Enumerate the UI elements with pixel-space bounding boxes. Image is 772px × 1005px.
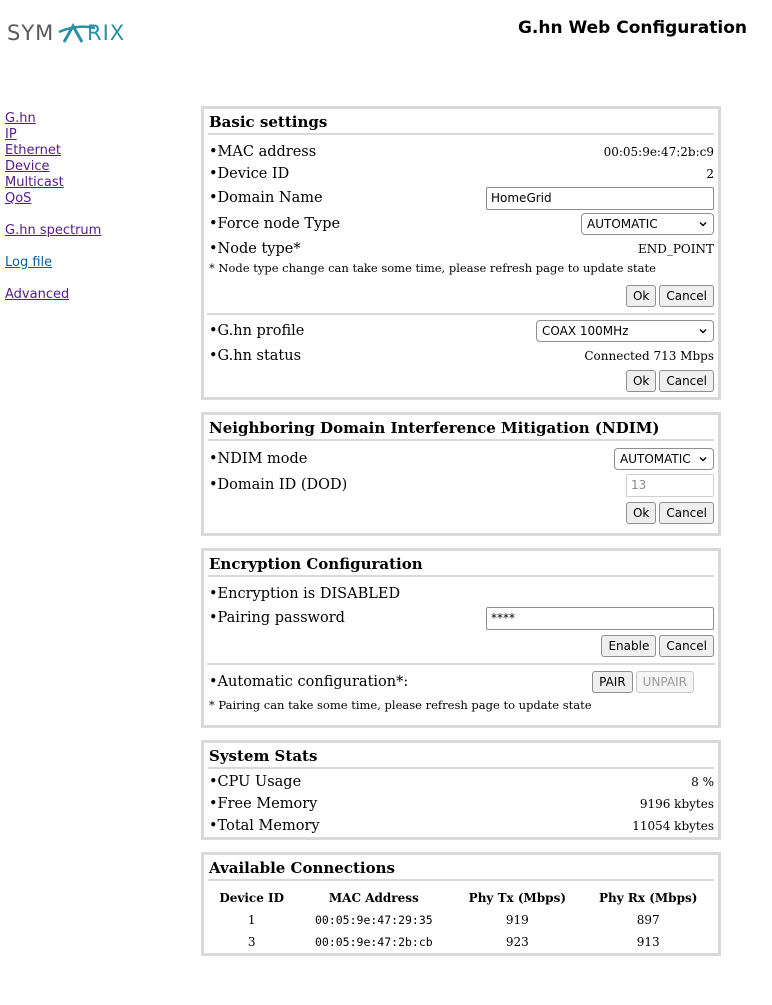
- encryption-status: •Encryption is DISABLED: [209, 586, 401, 602]
- table-row: [208, 931, 714, 953]
- cell-rx: 913: [636, 935, 660, 949]
- dod-label: •Domain ID (DOD): [209, 477, 348, 493]
- ndim-title: Neighboring Domain Interference Mitigation (NDIM): [208, 415, 714, 441]
- force-node-row: [208, 211, 714, 237]
- ndim-mode-row: [208, 446, 714, 472]
- nav-ghn-spectrum[interactable]: G.hn spectrum: [5, 223, 102, 238]
- ndim-buttons: [208, 502, 714, 526]
- svg-text:RIX: RIX: [87, 21, 126, 45]
- connections-title: Available Connections: [208, 855, 714, 881]
- device-id-row: [208, 163, 714, 185]
- pairing-password-input[interactable]: ****: [486, 607, 714, 630]
- mac-row: [208, 141, 714, 163]
- encryption-cancel-button[interactable]: Cancel: [659, 635, 714, 657]
- ndim-ok-button[interactable]: Ok: [626, 502, 656, 524]
- node-type-note: * Node type change can take some time, please refresh page to update state: [209, 261, 656, 275]
- page-title: G.hn Web Configuration: [517, 18, 747, 38]
- profile-buttons: [208, 370, 714, 394]
- force-node-value: AUTOMATIC: [587, 217, 658, 231]
- connections-panel: [201, 852, 721, 956]
- encryption-panel: [201, 548, 721, 728]
- domain-name-row: [208, 185, 714, 211]
- total-memory-row: [208, 815, 714, 837]
- chevron-down-icon: [698, 326, 708, 336]
- system-stats-panel: [201, 740, 721, 840]
- cell-device-id: 1: [247, 913, 256, 927]
- nav-ethernet[interactable]: Ethernet: [5, 143, 61, 158]
- nav-log-file[interactable]: Log file: [5, 255, 53, 270]
- auto-config-label: •Automatic configuration*:: [209, 674, 409, 690]
- pair-button[interactable]: PAIR: [592, 671, 633, 693]
- node-type-label: •Node type*: [209, 241, 301, 257]
- total-memory-value: 11054 kbytes: [632, 819, 714, 833]
- svg-text:SYM: SYM: [7, 21, 55, 45]
- cell-mac: 00:05:9e:47:2b:cb: [314, 935, 433, 949]
- profile-ok-button[interactable]: Ok: [626, 370, 656, 392]
- cell-tx: 923: [505, 935, 529, 949]
- dod-input[interactable]: 13: [626, 474, 714, 497]
- ndim-mode-label: •NDIM mode: [209, 451, 308, 467]
- cpu-value: 8 %: [691, 775, 714, 789]
- symarix-logo: [7, 18, 142, 48]
- status-row: [208, 345, 714, 367]
- mac-label: •MAC address: [209, 144, 317, 160]
- col-device-id: Device ID: [219, 891, 285, 905]
- status-value: Connected 713 Mbps: [584, 349, 714, 363]
- basic-settings-title: Basic settings: [208, 109, 714, 135]
- col-phy-tx: Phy Tx (Mbps): [468, 891, 567, 905]
- enable-button[interactable]: Enable: [601, 635, 656, 657]
- force-node-select[interactable]: [581, 213, 714, 235]
- chevron-down-icon: [698, 454, 708, 464]
- table-row: [208, 909, 714, 931]
- encryption-title: Encryption Configuration: [208, 551, 714, 577]
- domain-name-input[interactable]: HomeGrid: [486, 187, 714, 210]
- auto-config-row: [208, 666, 714, 698]
- free-memory-label: •Free Memory: [209, 796, 318, 812]
- node-ok-button[interactable]: Ok: [626, 285, 656, 307]
- nav-advanced[interactable]: Advanced: [5, 287, 70, 302]
- cell-mac: 00:05:9e:47:29:35: [314, 913, 433, 927]
- profile-label: •G.hn profile: [209, 323, 305, 339]
- free-memory-value: 9196 kbytes: [639, 797, 714, 811]
- ndim-mode-select[interactable]: [614, 448, 714, 470]
- cpu-row: [208, 771, 714, 793]
- total-memory-label: •Total Memory: [209, 818, 320, 834]
- nav-multicast[interactable]: Multicast: [5, 175, 64, 190]
- mac-value: 00:05:9e:47:2b:c9: [603, 145, 714, 159]
- pairing-label: •Pairing password: [209, 610, 345, 626]
- cpu-label: •CPU Usage: [209, 774, 302, 790]
- pairing-row: [208, 605, 714, 631]
- pairing-note: * Pairing can take some time, please refresh page to update state: [209, 698, 592, 712]
- nav-qos[interactable]: QoS: [5, 191, 32, 206]
- connections-table: [208, 887, 714, 953]
- status-label: •G.hn status: [209, 348, 302, 364]
- ndim-mode-value: AUTOMATIC: [620, 452, 691, 466]
- node-type-value: END_POINT: [637, 242, 714, 256]
- system-stats-title: System Stats: [208, 743, 714, 769]
- col-mac-address: MAC Address: [328, 891, 419, 905]
- col-phy-rx: Phy Rx (Mbps): [599, 891, 698, 905]
- side-nav: [5, 111, 101, 303]
- domain-name-label: •Domain Name: [209, 190, 323, 206]
- ndim-panel: [201, 412, 721, 536]
- node-type-row: [208, 237, 714, 261]
- nav-ghn[interactable]: G.hn: [5, 111, 36, 126]
- profile-select[interactable]: [536, 320, 714, 342]
- cell-tx: 919: [505, 913, 529, 927]
- nav-ip[interactable]: IP: [5, 127, 17, 142]
- basic-settings-panel: [201, 106, 721, 400]
- device-id-label: •Device ID: [209, 166, 290, 182]
- ndim-cancel-button[interactable]: Cancel: [659, 502, 714, 524]
- encryption-buttons: [208, 635, 714, 659]
- node-buttons: [208, 285, 714, 309]
- dod-row: [208, 472, 714, 498]
- profile-row: [208, 317, 714, 345]
- device-id-value: 2: [706, 167, 714, 181]
- force-node-label: •Force node Type: [209, 216, 341, 232]
- chevron-down-icon: [698, 219, 708, 229]
- free-memory-row: [208, 793, 714, 815]
- unpair-button[interactable]: UNPAIR: [636, 671, 694, 693]
- cell-device-id: 3: [247, 935, 256, 949]
- nav-device[interactable]: Device: [5, 159, 50, 174]
- profile-cancel-button[interactable]: Cancel: [659, 370, 714, 392]
- encryption-status-row: [208, 583, 714, 605]
- node-cancel-button[interactable]: Cancel: [659, 285, 714, 307]
- profile-value: COAX 100MHz: [542, 324, 629, 338]
- cell-rx: 897: [636, 913, 660, 927]
